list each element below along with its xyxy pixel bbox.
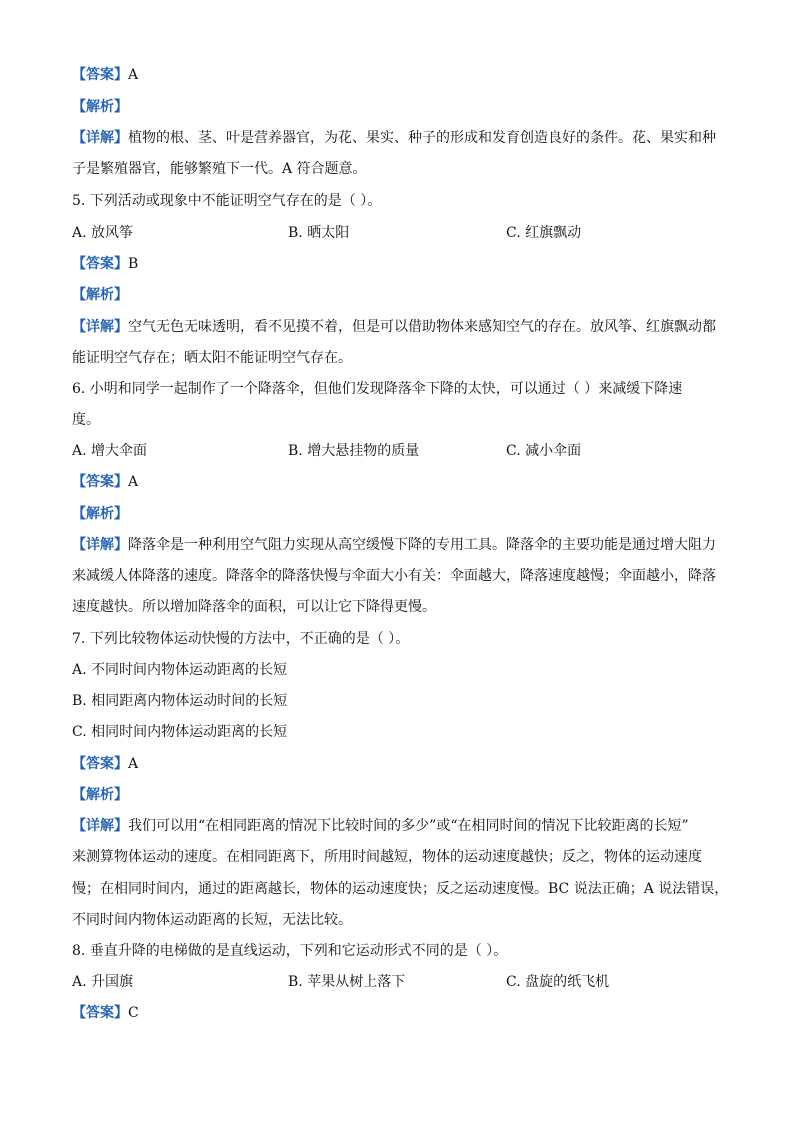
option-a: A. 不同时间内物体运动距离的长短 xyxy=(72,662,288,678)
answer-line xyxy=(72,255,138,273)
detail-line: 速度越快。所以增加降落伞的面积，可以让它下降得更慢。 xyxy=(72,599,436,615)
answer-tag: 【答案】 xyxy=(72,67,128,83)
answer-line xyxy=(72,66,138,84)
question-stem: 5. 下列活动或现象中不能证明空气存在的是（ ）。 xyxy=(72,193,382,209)
answer-tag: 【答案】 xyxy=(72,256,128,272)
option-c: C. 相同时间内物体运动距离的长短 xyxy=(72,724,288,740)
analysis-tag: 【解析】 xyxy=(72,787,128,803)
answer-line xyxy=(72,473,138,491)
analysis-tag: 【解析】 xyxy=(72,287,128,303)
option-b: B. 相同距离内物体运动时间的长短 xyxy=(72,693,288,709)
option-a: A. 增大伞面 xyxy=(72,443,148,459)
detail-line: 不同时间内物体运动距离的长短，无法比较。 xyxy=(72,912,352,928)
detail-text: 我们可以用“在相同距离的情况下比较时间的多少”或“在相同时间的情况下比较距离的长短” xyxy=(128,818,689,834)
answer-value: A xyxy=(128,756,139,772)
analysis-line xyxy=(72,286,128,304)
question-stem: 8. 垂直升降的电梯做的是直线运动，下列和它运动形式不同的是（ ）。 xyxy=(72,943,508,959)
detail-tag: 【详解】 xyxy=(72,319,128,335)
question-stem: 7. 下列比较物体运动快慢的方法中，不正确的是（ ）。 xyxy=(72,631,410,647)
detail-text: 植物的根、茎、叶是营养器官，为花、果实、种子的形成和发育创造良好的条件。花、果实和种 xyxy=(128,130,716,146)
detail-tag: 【详解】 xyxy=(72,818,128,834)
option-c: C. 红旗飘动 xyxy=(506,225,582,241)
answer-line xyxy=(72,755,138,773)
detail-line: 来测算物体运动的速度。在相同距离下，所用时间越短，物体的运动速度越快；反之，物体的运动速度 xyxy=(72,849,702,865)
answer-line xyxy=(72,1004,139,1022)
analysis-tag: 【解析】 xyxy=(72,99,128,115)
analysis-line xyxy=(72,786,128,804)
detail-line: 慢；在相同时间内，通过的距离越长，物体的运动速度快；反之运动速度慢。BC 说法正确；A 说法错误， xyxy=(72,881,729,897)
option-b: B. 晒太阳 xyxy=(288,225,350,241)
question-stem: 6. 小明和同学一起制作了一个降落伞，但他们发现降落伞下降的太快，可以通过（ ）来减缓下降速 xyxy=(72,381,683,397)
detail-line: 子是繁殖器官，能够繁殖下一代。A 符合题意。 xyxy=(72,161,367,177)
option-a: A. 放风筝 xyxy=(72,225,134,241)
option-a: A. 升国旗 xyxy=(72,974,134,990)
detail-line xyxy=(72,817,689,835)
detail-line xyxy=(72,129,716,147)
option-c: C. 盘旋的纸飞机 xyxy=(506,974,610,990)
detail-tag: 【详解】 xyxy=(72,130,128,146)
detail-line xyxy=(72,318,716,336)
answer-value: B xyxy=(128,256,139,272)
analysis-line xyxy=(72,98,128,116)
answer-tag: 【答案】 xyxy=(72,474,128,490)
question-stem-cont: 度。 xyxy=(72,412,100,428)
detail-line: 来减缓人体降落的速度。降落伞的降落快慢与伞面大小有关：伞面越大，降落速度越慢；伞面越小，降落 xyxy=(72,568,716,584)
analysis-tag: 【解析】 xyxy=(72,506,128,522)
detail-text: 空气无色无味透明，看不见摸不着，但是可以借助物体来感知空气的存在。放风筝、红旗飘动都 xyxy=(128,319,716,335)
detail-line: 能证明空气存在；晒太阳不能证明空气存在。 xyxy=(72,350,352,366)
detail-tag: 【详解】 xyxy=(72,537,128,553)
analysis-line xyxy=(72,505,128,523)
detail-line xyxy=(72,536,716,554)
answer-value: C xyxy=(128,1005,139,1021)
answer-value: A xyxy=(128,474,139,490)
answer-tag: 【答案】 xyxy=(72,1005,128,1021)
option-b: B. 苹果从树上落下 xyxy=(288,974,406,990)
detail-text: 降落伞是一种利用空气阻力实现从高空缓慢下降的专用工具。降落伞的主要功能是通过增大阻力 xyxy=(128,537,716,553)
answer-value: A xyxy=(128,67,139,83)
option-c: C. 减小伞面 xyxy=(506,443,582,459)
option-b: B. 增大悬挂物的质量 xyxy=(288,443,420,459)
answer-tag: 【答案】 xyxy=(72,756,128,772)
